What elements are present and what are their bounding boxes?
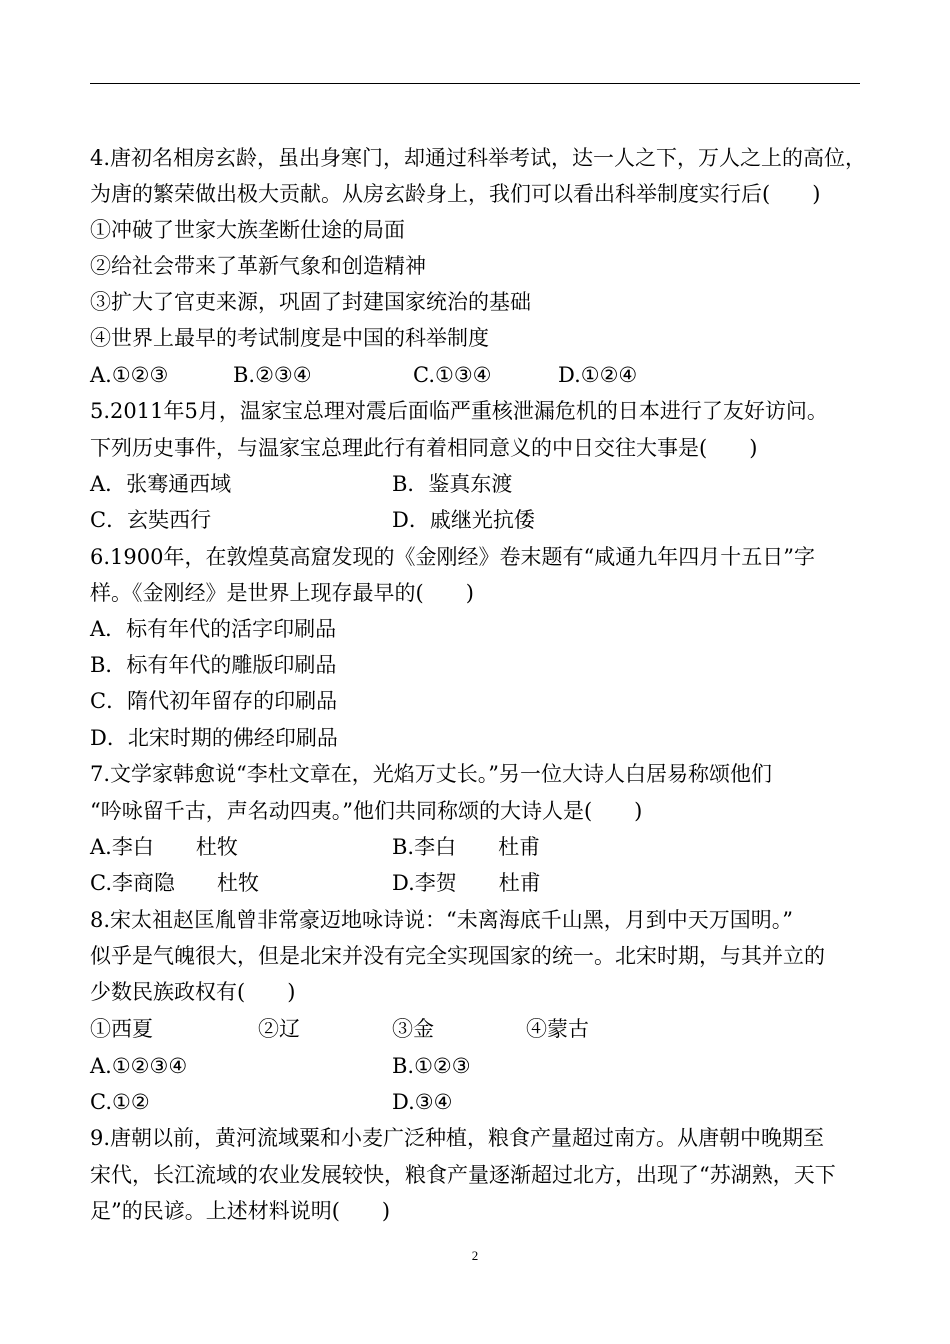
question-8-stem-line-1: 8.宋太祖赵匡胤曾非常豪迈地咏诗说：“未离海底千山黑，月到中天万国明。” [90,908,794,932]
question-7-option-d: D.李贺 杜甫 [392,871,541,895]
question-6-option-d: D．北宋时期的佛经印刷品 [90,726,338,750]
question-6-stem-line-2: 样。《金刚经》是世界上现存最早的( ) [90,581,474,605]
question-8-option-b: B.①②③ [392,1054,471,1078]
question-5-option-d: D．戚继光抗倭 [392,508,535,532]
question-6-option-c: C．隋代初年留存的印刷品 [90,689,338,713]
question-9-stem-line-1: 9.唐朝以前，黄河流域粟和小麦广泛种植，粮食产量超过南方。从唐朝中晚期至 [90,1126,825,1150]
question-5-stem-line-2: 下列历史事件，与温家宝总理此行有着相同意义的中日交往大事是( ) [90,436,758,460]
question-5-option-c: C．玄奘西行 [90,508,212,532]
question-8-statement-3: ③金 [392,1017,434,1041]
question-4-statement-2: ②给社会带来了革新气象和创造精神 [90,254,426,278]
question-8-option-a: A.①②③④ [90,1054,188,1078]
question-4-option-d: D.①②④ [558,363,638,387]
question-5-option-b: B．鉴真东渡 [392,472,513,496]
question-8-option-c: C.①② [90,1090,150,1114]
header-rule [90,83,860,84]
question-7-option-a: A.李白 杜牧 [90,835,238,859]
question-8-statement-4: ④蒙古 [526,1017,589,1041]
question-9-stem-line-3: 足”的民谚。上述材料说明( ) [90,1199,391,1223]
question-8-stem-line-3: 少数民族政权有( ) [90,980,296,1004]
question-7-stem-line-1: 7.文学家韩愈说“李杜文章在，光焰万丈长。”另一位大诗人白居易称颂他们 [90,762,773,786]
page-number: 2 [471,1248,479,1263]
question-7-stem-line-2: “吟咏留千古，声名动四夷。”他们共同称颂的大诗人是( ) [90,799,643,823]
question-4-stem-line-1: 4.唐初名相房玄龄，虽出身寒门，却通过科举考试，达一人之下，万人之上的高位， [90,146,867,170]
question-6-option-b: B．标有年代的雕版印刷品 [90,653,337,677]
question-4-statement-1: ①冲破了世家大族垄断仕途的局面 [90,218,405,242]
question-4-statement-4: ④世界上最早的考试制度是中国的科举制度 [90,326,489,350]
question-5-stem-line-1: 5.2011年5月，温家宝总理对震后面临严重核泄漏危机的日本进行了友好访问。 [90,399,828,423]
question-6-option-a: A．标有年代的活字印刷品 [90,617,337,641]
question-4-option-a: A.①②③ [90,363,169,387]
question-8-option-d: D.③④ [392,1090,453,1114]
question-6-stem-line-1: 6.1900年，在敦煌莫高窟发现的《金刚经》卷末题有“咸通九年四月十五日”字 [90,545,815,569]
question-4-stem-line-2: 为唐的繁荣做出极大贡献。从房玄龄身上，我们可以看出科举制度实行后( ) [90,182,821,206]
question-5-option-a: A．张骞通西域 [90,472,232,496]
question-9-stem-line-2: 宋代，长江流域的农业发展较快，粮食产量逐渐超过北方，出现了“苏湖熟，天下 [90,1163,836,1187]
question-8-stem-line-2: 似乎是气魄很大，但是北宋并没有完全实现国家的统一。北宋时期，与其并立的 [90,944,825,968]
question-7-option-c: C.李商隐 杜牧 [90,871,259,895]
question-4-statement-3: ③扩大了官吏来源，巩固了封建国家统治的基础 [90,290,531,314]
question-7-option-b: B.李白 杜甫 [392,835,541,859]
question-8-statement-1: ①西夏 [90,1017,153,1041]
question-8-statement-2: ②辽 [258,1017,300,1041]
question-4-option-c: C.①③④ [413,363,492,387]
question-4-option-b: B.②③④ [233,363,312,387]
